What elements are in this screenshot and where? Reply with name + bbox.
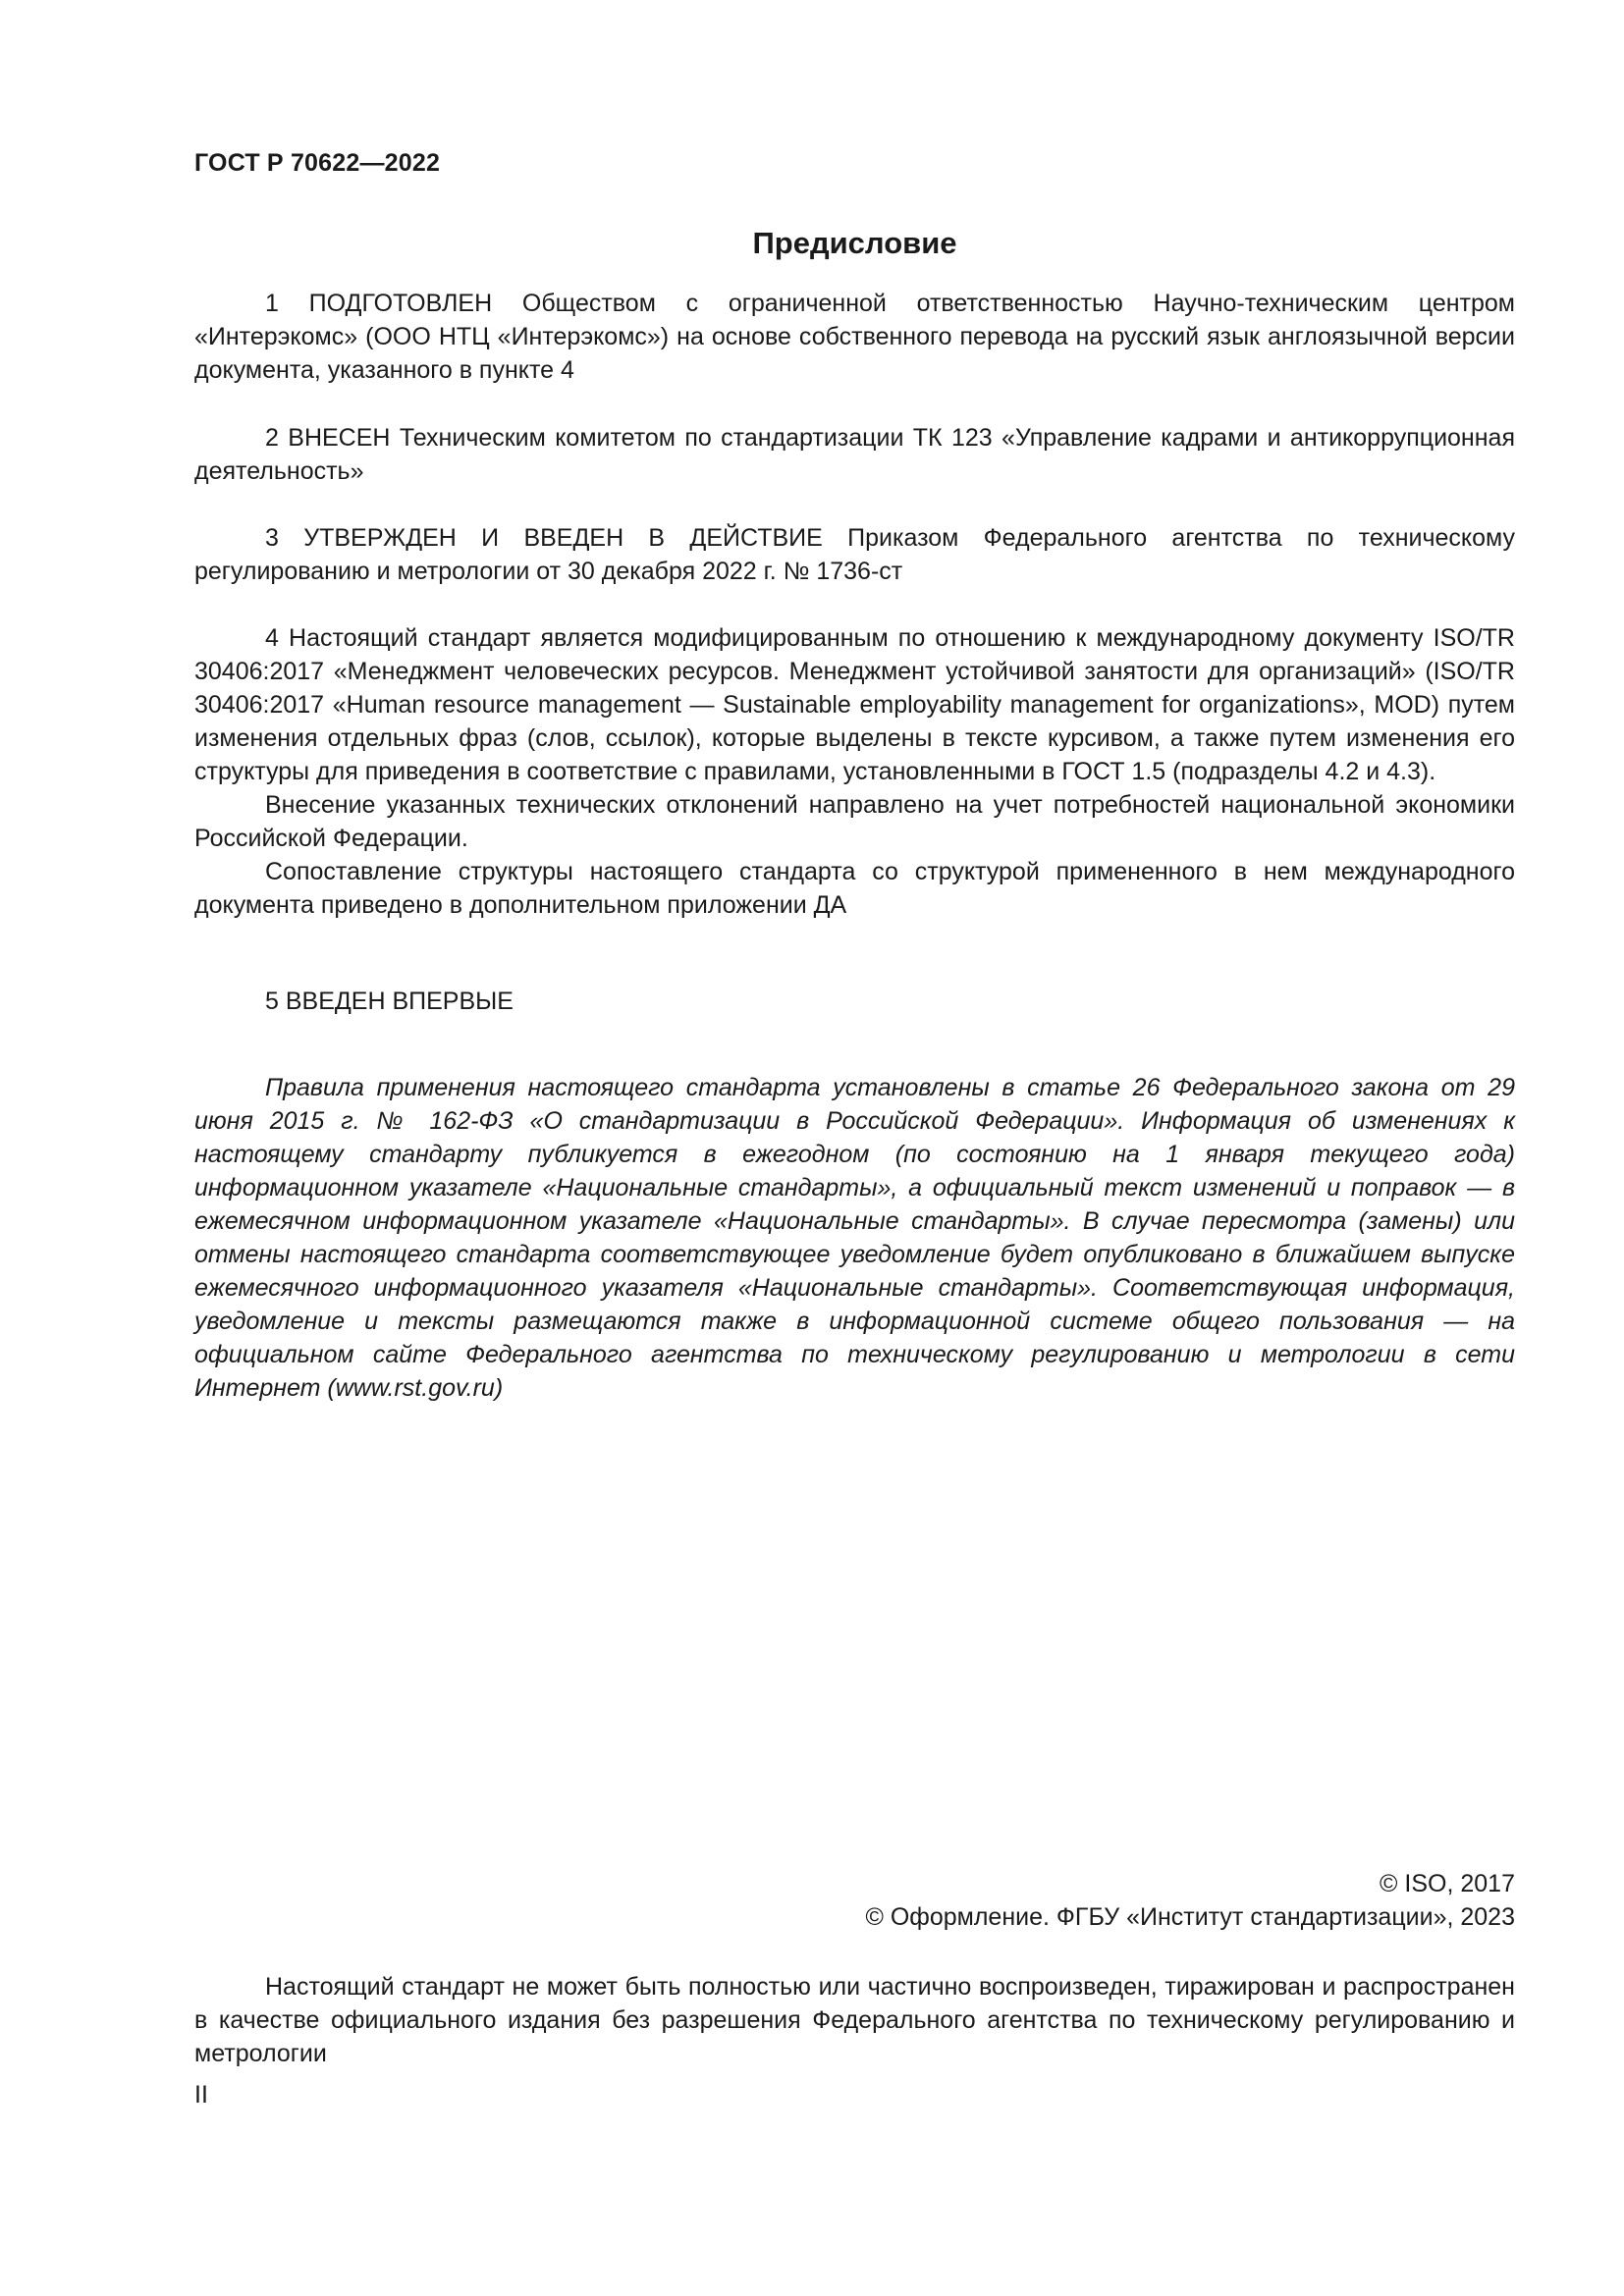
page-title: Предисловие <box>752 226 957 260</box>
copyright-design: © Оформление. ФГБУ «Институт стандартизации», 2023 <box>865 1903 1515 1931</box>
section-4-paragraph-2: Внесение указанных технических отклонений направлено на учет потребностей национальной экономики Российской Федерации. <box>194 791 1515 852</box>
section-4 <box>194 621 1515 922</box>
page-number: II <box>194 2081 208 2109</box>
section-5 <box>194 985 1515 1018</box>
copyright-iso: © ISO, 2017 <box>1380 1870 1515 1897</box>
section-5-text: 5 ВВЕДЕН ВПЕРВЫЕ <box>265 988 514 1015</box>
copyright-block <box>194 1867 1515 1934</box>
application-rules-notice: Правила применения настоящего стандарта установлены в статье 26 Федерального закона от 29 июня 2015 г. № 162-ФЗ «О стандартизации в Российской Федерации». Информация об изменениях к настоящему стандарту публикуется в ежегодном (по состоянию на 1 января текущего года) информационном указателе «Национальные стандарты», а официальный текст изменений и поправок — в ежемесячном информационном указателе «Национальные стандарты». В случае пересмотра (замены) или отмены настоящего стандарта соответствующее уведомление будет опубликовано в ближайшем выпуске ежемесячного информационного указателя «Национальные стандарты». Соответствующая информация, уведомление и тексты размещаются также в информационной системе общего пользования — на официальном сайте Федерального агентства по техническому регулированию и метрологии в сети Интернет (www.rst.gov.ru) <box>194 1074 1515 1402</box>
section-1-text: 1 ПОДГОТОВЛЕН Обществом с ограниченной ответственностью Научно-техническим центром «Интерэкомс» (ООО НТЦ «Интерэкомс») на основе собственного перевода на русский язык англоязычной версии документа, указанного в пункте 4 <box>194 290 1515 384</box>
section-3-text: 3 УТВЕРЖДЕН И ВВЕДЕН В ДЕЙСТВИЕ Приказом Федерального агентства по техническому регулированию и метрологии от 30 декабря 2022 г. № 1736-ст <box>194 524 1515 585</box>
section-1 <box>194 287 1515 387</box>
section-2 <box>194 421 1515 488</box>
reproduction-notice: Настоящий стандарт не может быть полностью или частично воспроизведен, тиражирован и распространен в качестве официального издания без разрешения Федерального агентства по техническому регулированию и метрологии <box>194 1973 1515 2067</box>
section-3 <box>194 521 1515 588</box>
section-4-paragraph-3: Сопоставление структуры настоящего стандарта со структурой примененного в нем международного документа приведено в дополнительном приложении ДА <box>194 858 1515 919</box>
section-2-text: 2 ВНЕСЕН Техническим комитетом по стандартизации ТК 123 «Управление кадрами и антикоррупционная деятельность» <box>194 424 1515 485</box>
document-code: ГОСТ Р 70622—2022 <box>194 149 441 177</box>
section-4-paragraph-1: 4 Настоящий стандарт является модифицированным по отношению к международному документу ISO/TR 30406:2017 «Менеджмент человеческих ресурсов. Менеджмент устойчивой занятости для организаций» (ISO/TR 30406:2017 «Human resource management — Sustainable employability management for organizations», MOD) путем изменения отдельных фраз (слов, ссылок), которые выделены в тексте курсивом, а также путем изменения его структуры для приведения в соответствие с правилами, установленными в ГОСТ 1.5 (подразделы 4.2 и 4.3). <box>194 624 1515 785</box>
